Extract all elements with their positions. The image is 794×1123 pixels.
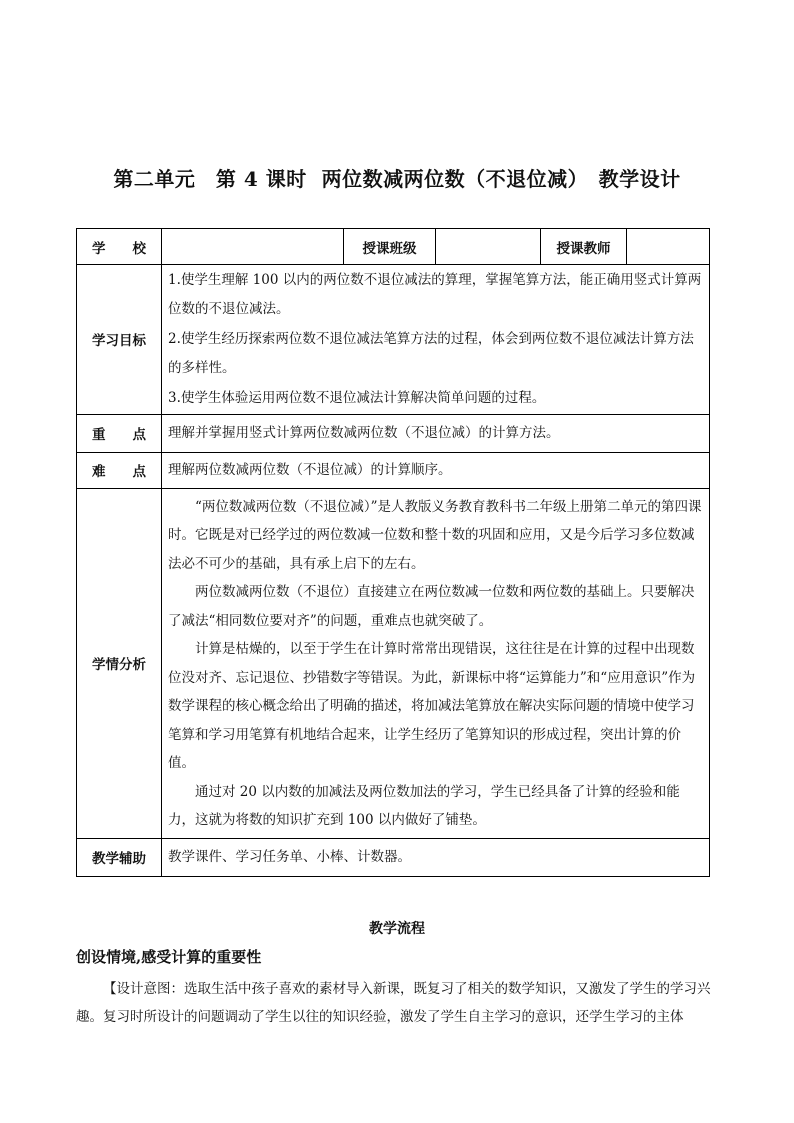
school-label: 学 校	[77, 229, 162, 265]
objective-item: 3.使学生体验运用两位数不退位减法计算解决简单问题的过程。	[168, 390, 546, 406]
teacher-label: 授课教师	[541, 229, 627, 265]
analysis-paragraph: 通过对 20 以内数的加减法及两位数加法的学习，学生已经具备了计算的经验和能力，这就为将数的知识扩充到 100 以内做好了铺垫。	[168, 783, 680, 828]
difficulty-value: 理解两位数减两位数（不退位减）的计算顺序。	[162, 452, 710, 488]
objectives-row	[77, 265, 710, 415]
key-point-label: 重 点	[77, 414, 162, 452]
class-label: 授课班级	[344, 229, 436, 265]
school-value	[162, 229, 344, 265]
difficulty-row	[77, 452, 710, 488]
objective-item: 2.使学生经历探索两位数不退位减法笔算方法的过程，体会到两位数不退位减法计算方法的多样性。	[168, 331, 694, 376]
teaching-flow-title: 教学流程	[369, 921, 425, 937]
lesson-info-table	[76, 228, 710, 877]
header-row	[77, 229, 710, 265]
class-value	[436, 229, 541, 265]
teacher-value	[627, 229, 710, 265]
key-point-row	[77, 414, 710, 452]
aids-value: 教学课件、学习任务单、小棒、计数器。	[162, 838, 710, 876]
analysis-cell	[162, 488, 710, 838]
objectives-cell	[162, 265, 710, 415]
section-heading: 创设情境,感受计算的重要性	[76, 948, 262, 966]
objective-item: 1.使学生理解 100 以内的两位数不退位减法的算理，掌握笔算方法，能正确用竖式计算两位数的不退位减法。	[168, 272, 702, 317]
aids-label: 教学辅助	[77, 838, 162, 876]
difficulty-label: 难 点	[77, 452, 162, 488]
key-point-value: 理解并掌握用竖式计算两位数减两位数（不退位减）的计算方法。	[162, 414, 710, 452]
analysis-paragraph: “两位数减两位数（不退位减）”是人教版义务教育教科书二年级上册第二单元的第四课时。它既是对已经学过的两位数减一位数和整十数的巩固和应用，又是今后学习多位数减法必不可少的基础，具有承上启下的左右。	[168, 498, 702, 572]
objectives-label: 学习目标	[77, 265, 162, 415]
analysis-paragraph: 两位数减两位数（不退位）直接建立在两位数减一位数和两位数的基础上。只要解决了减法“相同数位要对齐”的问题，重难点也就突破了。	[168, 584, 695, 629]
analysis-row	[77, 488, 710, 838]
analysis-paragraph: 计算是枯燥的，以至于学生在计算时常常出现错误，这往往是在计算的过程中出现数位没对齐、忘记退位、抄错数字等错误。为此，新课标中将“运算能力”和“应用意识”作为数学课程的核心概念给出了明确的描述，将加减法笔算放在解决实际问题的情境中使学习笔算和学习用笔算有机地结合起来，让学生经历了笔算知识的形成过程，突出计算的价值。	[168, 641, 696, 771]
document-title: 第二单元 第 4 课时 两位数减两位数（不退位减） 教学设计	[113, 167, 681, 191]
analysis-label: 学情分析	[77, 488, 162, 838]
design-intent-paragraph: 【设计意图：选取生活中孩子喜欢的素材导入新课，既复习了相关的数学知识，又激发了学生的学习兴趣。复习时所设计的问题调动了学生以往的知识经验，激发了学生自主学习的意识，还学生学习的主体	[76, 981, 711, 1025]
aids-row	[77, 838, 710, 876]
